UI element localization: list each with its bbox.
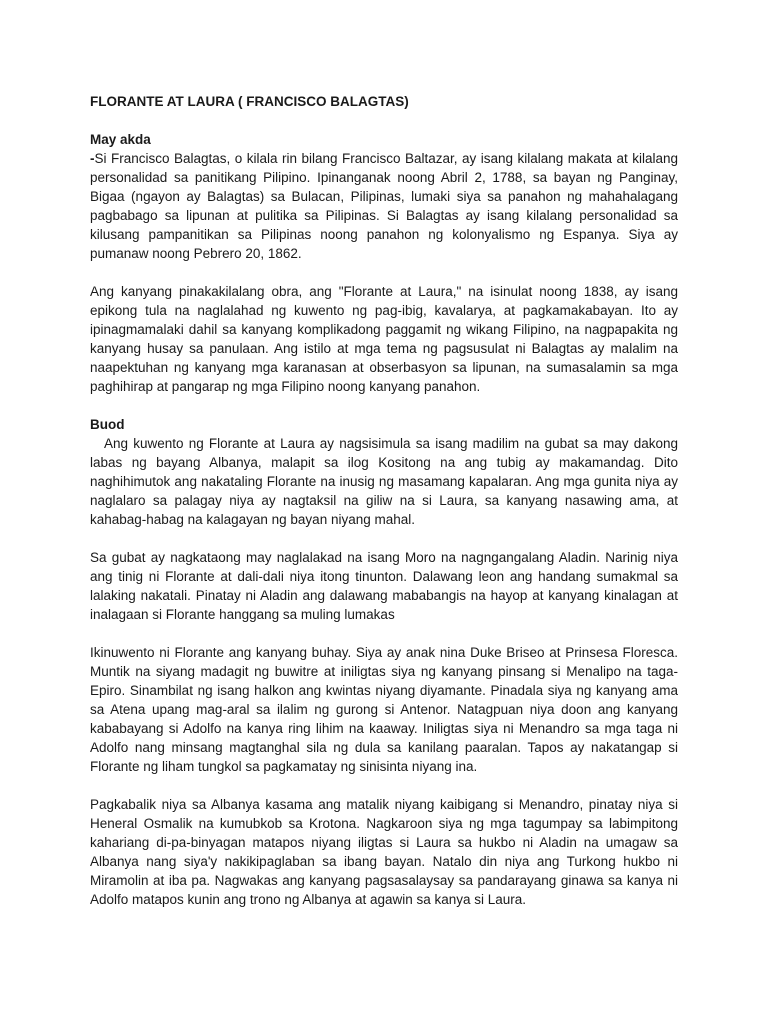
summary-paragraph-2: Sa gubat ay nagkataong may naglalakad na isang Moro na nagngangalang Aladin. Narinig niya ang tinig ni Florante at dali-dali niya itong tinunton. Dalawang leon ang handang sumakmal sa lalaking nakatali. Pinatay ni Aladin ang dalawang mababangis na hayop at kanyang kinalagan at inalagaan si Florante hanggang sa muling lumakas — [90, 550, 678, 622]
summary-paragraph-1 — [90, 434, 678, 529]
author-paragraph-1 — [90, 149, 678, 263]
author-paragraph-2: Ang kanyang pinakakilalang obra, ang "Florante at Laura," na isinulat noong 1838, ay isang epikong tula na naglalahad ng kuwento ng pag-ibig, kavalarya, at pagkamakabayan. Ito ay ipinagmamalaki dahil sa kanyang komplikadong paggamit ng wikang Filipino, na nagpapakita ng kanyang husay sa panulaan. Ang istilo at mga tema ng pagsusulat ni Balagtas ay malalim na naapektuhan ng kanyang mga karanasan at obserbasyon sa lipunan, na sumasalamin sa mga paghihirap at pangarap ng mga Filipino noong kanyang panahon. — [90, 284, 678, 394]
document-page — [90, 92, 678, 928]
summary-paragraph-4: Pagkabalik niya sa Albanya kasama ang matalik niyang kaibigang si Menandro, pinatay niya si Heneral Osmalik na kumubkob sa Krotona. Nagkaroon siya ng mga tagumpay sa labimpitong kahariang di-pa-binyagan matapos niyang iligtas si Laura sa hukbo ni Aladin na umagaw sa Albanya nang siya'y nakikipaglaban sa ibang bayan. Natalo din niya ang Turkong hukbo ni Miramolin at iba pa. Nagwakas ang kanyang pagsasalaysay sa pandarayang ginawa sa kanya ni Adolfo matapos kunin ang trono ng Albanya at agawin sa kanya si Laura. — [90, 797, 678, 907]
author-paragraph-1-text: Si Francisco Balagtas, o kilala rin bilang Francisco Baltazar, ay isang kilalang makata at kilalang personalidad sa panitikang Pilipino. Ipinanganak noong Abril 2, 1788, sa bayan ng Panginay, Bigaa (ngayon ay Balagtas) sa Bulacan, Pilipinas, lumaki siya sa panahon ng mahahalagang pagbabago sa lipunan at pulitika sa Pilipinas. Si Balagtas ay isang kilalang personalidad sa kilusang pampanitikan sa Pilipinas noong panahon ng kolonyalismo ng Espanya. Siya ay pumanaw noong Pebrero 20, 1862. — [90, 151, 678, 261]
list-dash: - — [90, 151, 95, 166]
author-heading: May akda — [90, 132, 151, 147]
summary-paragraph-3: Ikinuwento ni Florante ang kanyang buhay. Siya ay anak nina Duke Briseo at Prinsesa Floresca. Muntik na siyang madagit ng buwitre at iniligtas siya ng kanyang pinsang si Menalipo na taga-Epiro. Sinambilat ng isang halkon ang kwintas niyang diyamante. Pinadala siya ng kanyang ama sa Atena upang mag-aral sa ilalim ng gurong si Antenor. Natagpuan niya doon ang kanyang kababayang si Adolfo na kanya ring lihim na kaaway. Iniligtas siya ni Menandro sa mga taga ni Adolfo nang minsang magtanghal sila ng dula sa kanilang paaralan. Tapos ay nakatangap si Florante ng liham tungkol sa pagkamatay ng sinisinta niyang ina. — [90, 645, 678, 774]
author-section — [90, 130, 678, 396]
summary-paragraph-1-text: Ang kuwento ng Florante at Laura ay nagsisimula sa isang madilim na gubat sa may dakong labas ng bayang Albanya, malapit sa ilog Kositong na ang tubig ay makamandag. Dito naghihimutok ang nakataling Florante na inusig ng masamang kapalaran. Ang mga gunita niya ay naglalaro sa palagay niya ay nagtaksil na giliw na si Laura, sa kanyang nasawing ama, at kahabag-habag na kalagayan ng bayan niyang mahal. — [90, 436, 678, 527]
document-title: FLORANTE AT LAURA ( FRANCISCO BALAGTAS) — [90, 94, 409, 109]
summary-heading: Buod — [90, 417, 125, 432]
summary-section — [90, 415, 678, 909]
